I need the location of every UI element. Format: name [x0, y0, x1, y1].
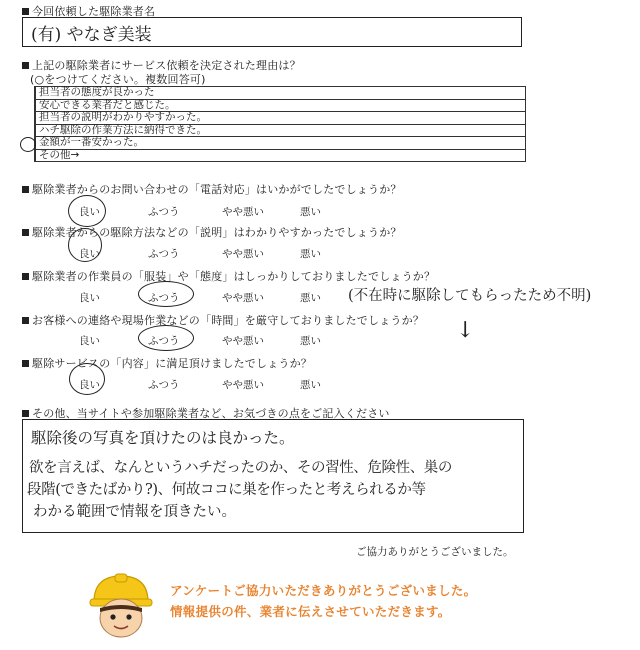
q4-row [22, 312, 424, 328]
comment-line: 駆除後の写真を頂けたのは良かった。 [31, 429, 295, 447]
q3-option-somewhat-bad: やや悪い [222, 292, 264, 304]
square-bullet-icon [22, 229, 29, 236]
square-bullet-icon [22, 186, 29, 193]
reason-row [35, 149, 526, 162]
reason-text: 担当者の態度が良かった [36, 87, 526, 100]
reason-row [35, 99, 526, 112]
reason-row [35, 137, 526, 150]
q1-option-bad: 悪い [300, 206, 321, 218]
company-box [22, 17, 522, 47]
q3-option-normal: ふつう [148, 292, 180, 304]
comment-line: わかる範囲で情報を頂きたい。 [33, 504, 236, 520]
square-bullet-icon [22, 62, 29, 69]
company-value: (有) やなぎ美装 [31, 25, 152, 45]
square-bullet-icon [22, 360, 29, 367]
q2-option-good: 良い [79, 248, 100, 260]
reason-row [35, 112, 526, 125]
square-bullet-icon [22, 8, 29, 15]
footer-message-line1: アンケートご協力いただきありがとうございました。 [170, 584, 477, 598]
q4-option-somewhat-bad: やや悪い [222, 335, 264, 347]
q2-answer-circle [68, 228, 102, 262]
square-bullet-icon [22, 410, 29, 417]
square-bullet-icon [22, 317, 29, 324]
q4-option-normal: ふつう [148, 335, 180, 347]
q1-option-good: 良い [79, 206, 100, 218]
q3-label: 駆除業者の作業員の「服装」や「態度」はしっかりしておりましたでしょうか？ [32, 270, 436, 283]
reason-row [35, 124, 526, 137]
q2-option-normal: ふつう [148, 248, 180, 260]
footer-message-line2: 情報提供の件、業者に伝えさせていただきます。 [170, 605, 451, 619]
q1-answer-circle [68, 195, 106, 227]
q5-option-good: 良い [79, 379, 100, 391]
reason-hint: (○をつけてください。複数回答可) [30, 73, 206, 86]
reason-label: 上記の駆除業者にサービス依頼を決定された理由は？ [32, 59, 301, 72]
reason-row [35, 87, 526, 100]
q5-answer-circle [69, 363, 105, 395]
q4-option-good: 良い [79, 335, 100, 347]
reason-text: その他→ [36, 149, 526, 162]
q4-answer-circle [138, 325, 194, 351]
q1-option-somewhat-bad: やや悪い [222, 206, 264, 218]
q2-option-bad: 悪い [300, 248, 321, 260]
footer [0, 560, 640, 650]
reason-text: 担当者の説明がわかりやすかった。 [36, 112, 526, 125]
q3-option-good: 良い [79, 292, 100, 304]
q5-option-bad: 悪い [300, 379, 321, 391]
q3-answer-circle [138, 281, 194, 307]
worker-mascot-icon [88, 572, 154, 640]
q1-label: 駆除業者からのお問い合わせの「電話対応」はいかがでしたでしょうか？ [32, 183, 402, 196]
q3-arrow-icon: ↓ [456, 318, 475, 343]
q2-option-somewhat-bad: やや悪い [222, 248, 264, 260]
comment-line: 段階(できたばかり?)、何故ココに巣を作ったと考えられるか等 [27, 482, 426, 498]
company-label: 今回依頼した駆除業者名 [32, 5, 156, 18]
q5-row [22, 355, 312, 371]
q2-label: 駆除業者からの駆除方法などの「説明」はわかりやすかったでしょうか？ [32, 226, 402, 239]
reasons-table [34, 86, 526, 162]
q5-label: 駆除サービスの「内容」に満足頂けましたでしょうか？ [32, 357, 312, 370]
square-bullet-icon [22, 273, 29, 280]
q3-row [22, 268, 435, 284]
q5-option-normal: ふつう [148, 379, 180, 391]
q5-option-somewhat-bad: やや悪い [222, 379, 264, 391]
comment-line: 欲を言えば、なんというハチだったのか、その習性、危険性、巣の [29, 460, 452, 476]
reason-text: 金額が一番安かった。 [36, 137, 526, 150]
reason-text: 安心できる業者だと感じた。 [36, 99, 526, 112]
thanks-text: ご協力ありがとうございました。 [356, 546, 514, 558]
comment-label: その他、当サイトや参加駆除業者など、お気づきの点をご記入ください [32, 407, 390, 420]
q3-handwritten-note: (不在時に駆除してもらったため不明) [348, 288, 592, 304]
comment-box [22, 419, 524, 533]
q1-row [22, 181, 402, 197]
reason-text: ハチ駆除の作業方法に納得できた。 [36, 124, 526, 137]
q1-option-normal: ふつう [148, 206, 180, 218]
q4-label: お客様への連絡や現場作業などの「時間」を厳守しておりましたでしょうか？ [32, 314, 424, 327]
q4-option-bad: 悪い [300, 335, 321, 347]
q3-option-bad: 悪い [300, 292, 321, 304]
reason-selected-circle [20, 137, 36, 152]
